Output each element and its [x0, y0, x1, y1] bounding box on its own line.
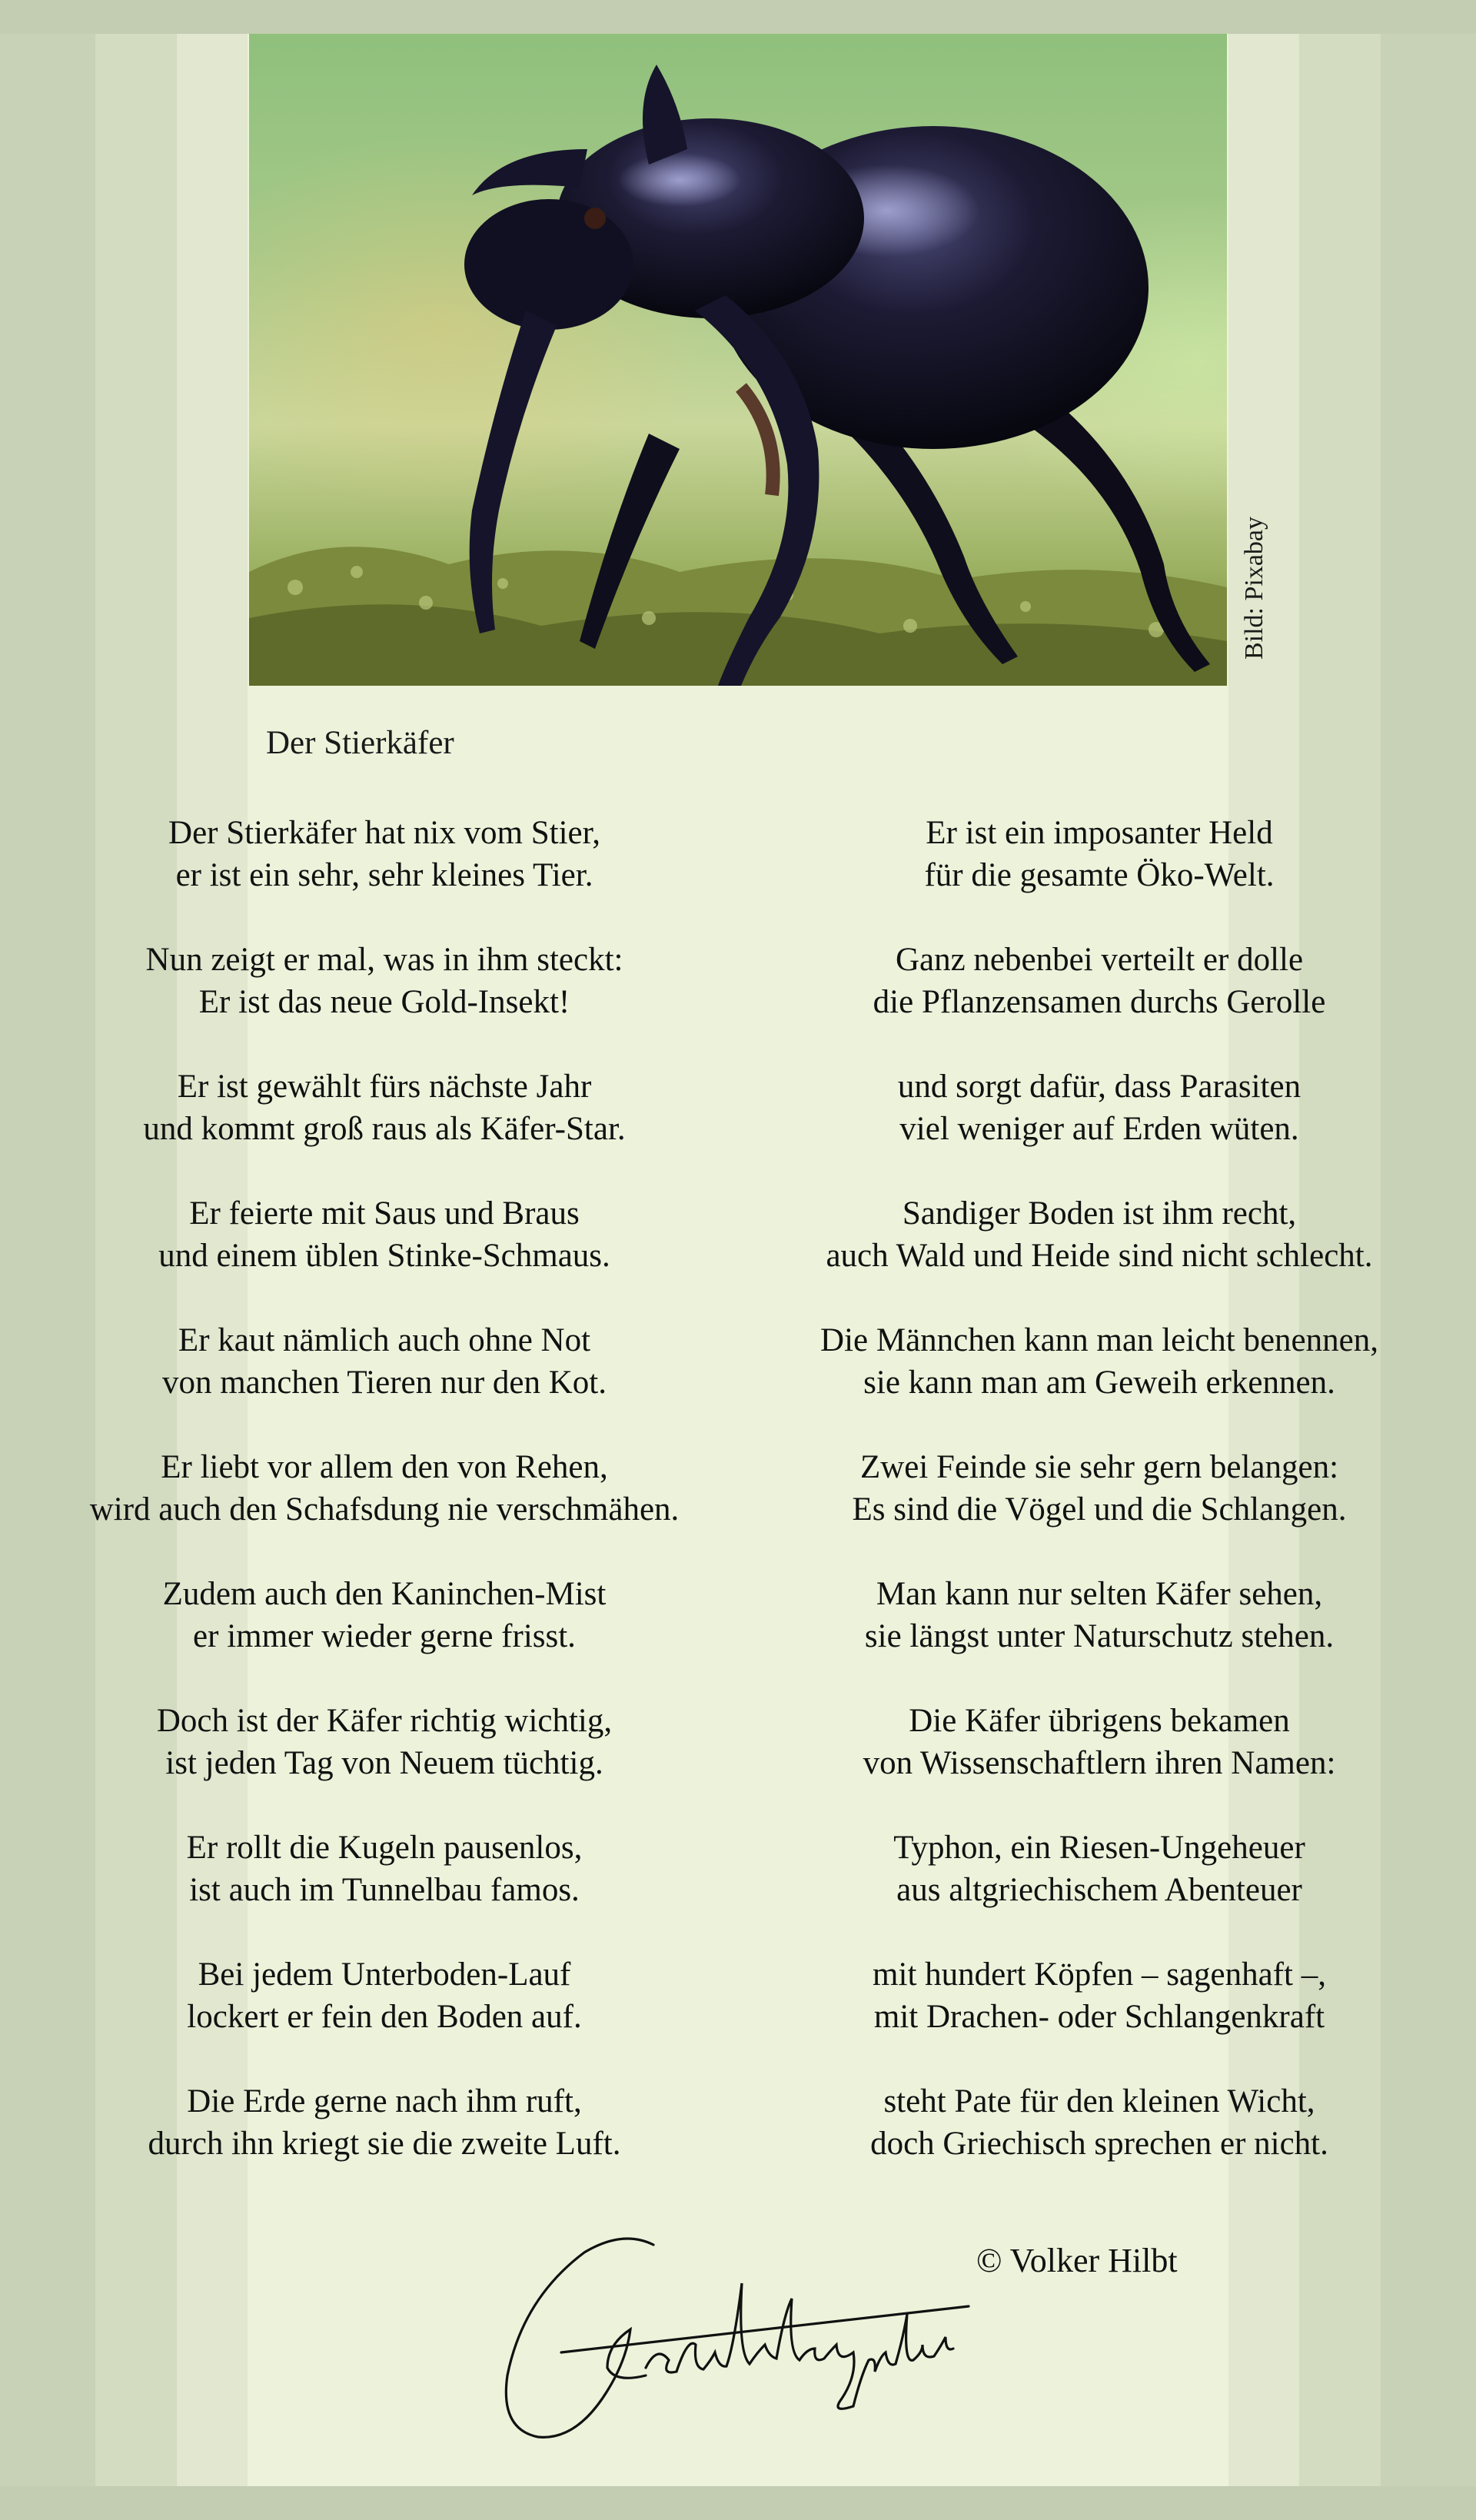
verse-line: Es sind die Vögel und die Schlangen. — [852, 1491, 1347, 1528]
verse-line: sie kann man am Geweih erkennen. — [863, 1365, 1335, 1401]
verse-line: er immer wieder gerne frisst. — [193, 1618, 576, 1654]
verse-line: wird auch den Schafsdung nie verschmähen. — [89, 1491, 680, 1528]
verse-line: Die Käfer übrigens bekamen — [909, 1703, 1290, 1739]
verse-line: und einem üblen Stinke-Schmaus. — [158, 1238, 610, 1274]
verse-line: für die gesamte Öko-Welt. — [924, 857, 1275, 893]
verse-line: mit hundert Köpfen – sagenhaft –, — [873, 1956, 1326, 1993]
verse-line: Die Erde gerne nach ihm ruft, — [187, 2083, 582, 2119]
stanza — [8, 1827, 761, 1911]
stanza — [8, 1953, 761, 2038]
stanza — [723, 1827, 1476, 1911]
stanza — [723, 1066, 1476, 1150]
stanza — [8, 1319, 761, 1404]
verse-line: sie längst unter Naturschutz stehen. — [864, 1618, 1335, 1654]
verse-line: Nun zeigt er mal, was in ihm steckt: — [145, 942, 623, 978]
stanza — [723, 1192, 1476, 1277]
stanza — [8, 1700, 761, 1784]
stanza — [8, 1192, 761, 1277]
verse-line: doch Griechisch sprechen er nicht. — [870, 2126, 1328, 2162]
stanza — [8, 812, 761, 896]
stanza — [8, 1573, 761, 1657]
stanza — [723, 1953, 1476, 2038]
verse-line: Sandiger Boden ist ihm recht, — [902, 1195, 1297, 1232]
stanza — [723, 1446, 1476, 1531]
stanza — [723, 2080, 1476, 2165]
verse-line: Doch ist der Käfer richtig wichtig, — [156, 1703, 613, 1739]
verse-line: Er ist ein imposanter Held — [926, 815, 1273, 851]
verse-line: Typhon, ein Riesen-Ungeheuer — [893, 1830, 1305, 1866]
beetle-photo — [249, 34, 1227, 686]
verse-line: und kommt groß raus als Käfer-Star. — [143, 1111, 626, 1147]
verse-line: Er feierte mit Saus und Braus — [189, 1195, 580, 1232]
image-credit-text: Bild: Pixabay — [1240, 516, 1268, 660]
verse-line: die Pflanzensamen durchs Gerolle — [873, 984, 1326, 1020]
verse-line: durch ihn kriegt sie die zweite Luft. — [148, 2126, 621, 2162]
verse-line: Die Männchen kann man leicht benennen, — [820, 1322, 1378, 1358]
verse-line: Er kaut nämlich auch ohne Not — [178, 1322, 591, 1358]
stanza — [723, 1700, 1476, 1784]
stanza — [8, 2080, 761, 2165]
verse-line: von manchen Tieren nur den Kot. — [161, 1365, 607, 1401]
signature-script — [492, 2222, 976, 2452]
verse-line: Er rollt die Kugeln pausenlos, — [186, 1830, 583, 1866]
verse-line: lockert er fein den Boden auf. — [187, 1999, 582, 2035]
verse-line: ist auch im Tunnelbau famos. — [189, 1872, 580, 1908]
stanza — [8, 1446, 761, 1531]
verse-line: Zudem auch den Kaninchen-Mist — [162, 1576, 607, 1612]
stanza — [723, 812, 1476, 896]
verse-line: Er ist das neue Gold-Insekt! — [198, 984, 570, 1020]
verse-line: Ganz nebenbei verteilt er dolle — [895, 942, 1304, 978]
stanza — [723, 1319, 1476, 1404]
stanza — [8, 1066, 761, 1150]
verse-line: auch Wald und Heide sind nicht schlecht. — [826, 1238, 1373, 1274]
verse-line: Man kann nur selten Käfer sehen, — [876, 1576, 1323, 1612]
beetle-illustration — [249, 34, 1227, 686]
verse-line: und sorgt dafür, dass Parasiten — [897, 1069, 1301, 1105]
verse-line: Zwei Feinde sie sehr gern belangen: — [859, 1449, 1339, 1485]
verse-line: mit Drachen- oder Schlangenkraft — [873, 1999, 1325, 2035]
verse-line: von Wissenschaftlern ihren Namen: — [863, 1745, 1336, 1781]
stanza — [723, 1573, 1476, 1657]
stanza — [723, 939, 1476, 1023]
verse-line: steht Pate für den kleinen Wicht, — [883, 2083, 1315, 2119]
verse-line: viel weniger auf Erden wüten. — [899, 1111, 1299, 1147]
stanza — [8, 939, 761, 1023]
poem-column-right — [723, 812, 1476, 2207]
signature-logo — [492, 2222, 976, 2452]
copyright-notice: © Volker Hilbt — [976, 2242, 1178, 2279]
verse-line: er ist ein sehr, sehr kleines Tier. — [175, 857, 593, 893]
verse-line: aus altgriechischem Abenteuer — [896, 1872, 1302, 1908]
poem-title: Der Stierkäfer — [266, 725, 454, 761]
verse-line: Bei jedem Unterboden-Lauf — [198, 1956, 571, 1993]
verse-line: Er ist gewählt fürs nächste Jahr — [177, 1069, 592, 1105]
verse-line: Der Stierkäfer hat nix vom Stier, — [168, 815, 600, 851]
poem-column-left — [8, 812, 761, 2207]
verse-line: Er liebt vor allem den von Rehen, — [161, 1449, 608, 1485]
verse-line: ist jeden Tag von Neuem tüchtig. — [165, 1745, 603, 1781]
image-credit — [1239, 500, 1270, 677]
